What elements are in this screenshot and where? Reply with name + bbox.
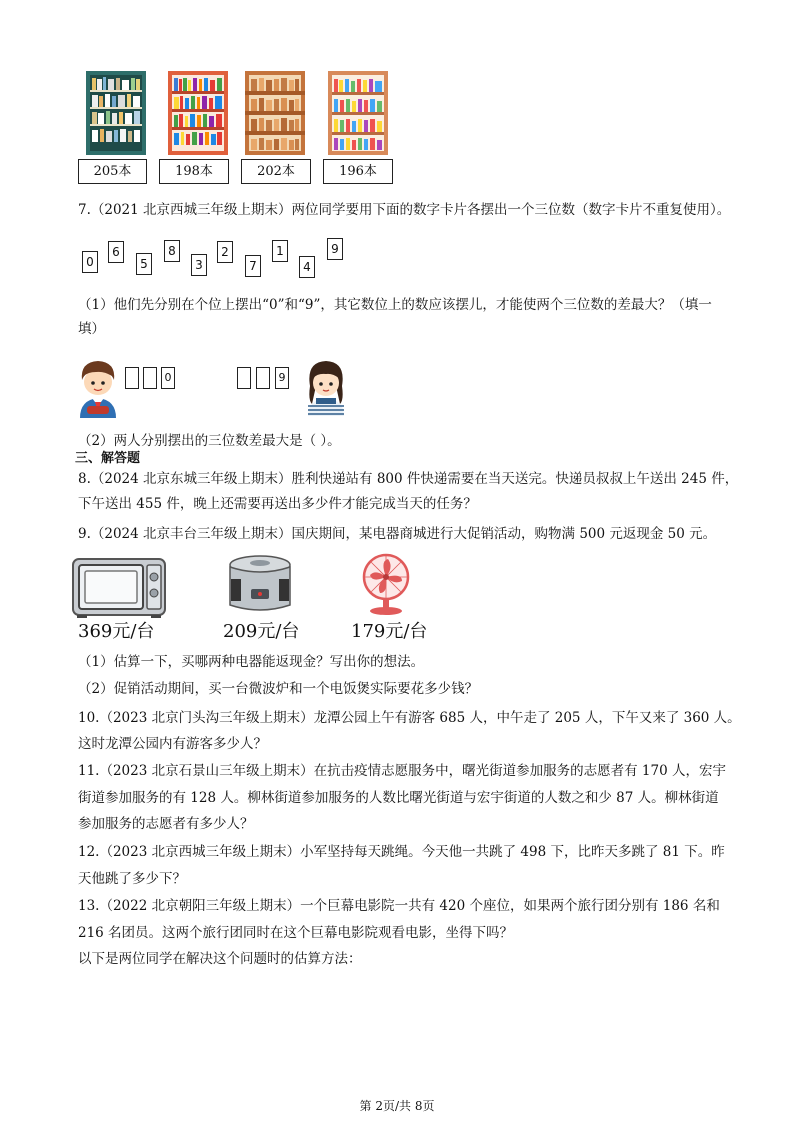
microwave-image <box>71 555 167 619</box>
digit-card-4: 4 <box>299 256 315 278</box>
q12-line2: 天他跳了多少下？ <box>78 871 186 887</box>
boy-ones-slot: 0 <box>161 367 175 389</box>
rice-cooker-price: 209元/台 <box>223 621 300 642</box>
q7-sub2: （2）两人分别摆出的三位数差最大是（ ）。 <box>78 433 341 449</box>
girl-tens-slot[interactable] <box>256 367 270 389</box>
q8-line2: 下午送出 455 件，晚上还需要再送出多少件才能完成当天的任务？ <box>78 496 477 512</box>
digit-card-9: 9 <box>327 238 343 260</box>
q12-line1: 12.（2023 北京西城三年级上期末）小军坚持每天跳绳。今天他一共跳了 498 下，比昨天多跳了 81 下。昨 <box>78 844 725 860</box>
digit-card-7: 7 <box>245 255 261 277</box>
q11-line1: 11.（2023 北京石景山三年级上期末）在抗击疫情志愿服务中，曙光街道参加服务的志愿者有 170 人，宏宇 <box>78 763 726 779</box>
digit-card-8: 8 <box>164 240 180 262</box>
electric-fan-image <box>360 553 412 617</box>
boy-image <box>74 356 122 420</box>
digit-card-5: 5 <box>136 253 152 275</box>
q13-line1: 13.（2022 北京朝阳三年级上期末）一个巨幕电影院一共有 420 个座位，如果两个旅行团分别有 186 名和 <box>78 898 720 914</box>
q11-line2: 街道参加服务的有 128 人。柳林街道参加服务的人数比曙光街道与宏宇街道的人数之和少 87 人。柳林街道 <box>78 790 719 806</box>
q10-line2: 这时龙潭公园内有游客多少人？ <box>78 736 267 752</box>
microwave-price: 369元/台 <box>78 621 155 642</box>
q7-sub1-line1: （1）他们先分别在个位上摆出“0”和“9”，其它数位上的数应该摆儿，才能使两个三位数的差最大？（填一 <box>78 297 712 313</box>
bookshelf-3-image <box>244 70 306 156</box>
q13-line2: 216 名团员。这两个旅行团同时在这个巨幕电影院观看电影，坐得下吗？ <box>78 925 514 941</box>
digit-card-6: 6 <box>108 241 124 263</box>
boy-tens-slot[interactable] <box>143 367 157 389</box>
q9-title: 9.（2024 北京丰台三年级上期末）国庆期间，某电器商城进行大促销活动，购物满 500 元返现金 50 元。 <box>78 526 717 542</box>
q8-line1: 8.（2024 北京东城三年级上期末）胜利快递站有 800 件快递需要在当天送完。快递员叔叔上午送出 245 件， <box>78 471 739 487</box>
digit-card-2: 2 <box>217 241 233 263</box>
digit-card-3: 3 <box>191 254 207 276</box>
fan-price: 179元/台 <box>351 621 428 642</box>
girl-image <box>300 356 352 418</box>
book-count-box-3: 202本 <box>241 159 311 184</box>
q7-sub1-line2: 填） <box>78 321 105 337</box>
book-count-box-2: 198本 <box>159 159 229 184</box>
section-heading: 三、解答题 <box>75 451 141 466</box>
digit-card-0: 0 <box>82 251 98 273</box>
book-count-box-4: 196本 <box>323 159 393 184</box>
rice-cooker-image <box>223 553 297 617</box>
q9-sub1: （1）估算一下，买哪两种电器能返现金？写出你的想法。 <box>78 654 425 670</box>
q11-line3: 参加服务的志愿者有多少人？ <box>78 816 254 832</box>
q10-line1: 10.（2023 北京门头沟三年级上期末）龙潭公园上午有游客 685 人，中午走了 205 人，下午又来了 360 人。 <box>78 710 741 726</box>
girl-ones-slot: 9 <box>275 367 289 389</box>
digit-card-1: 1 <box>272 240 288 262</box>
book-count-box-1: 205本 <box>78 159 147 184</box>
q9-sub2: （2）促销活动期间，买一台微波炉和一个电饭煲实际要花多少钱？ <box>78 681 479 697</box>
boy-hundreds-slot[interactable] <box>125 367 139 389</box>
bookshelf-1-image <box>85 70 147 156</box>
page-footer: 第 2页/共 8页 <box>359 1099 435 1113</box>
bookshelf-4-image <box>327 70 389 156</box>
q7-title: 7.（2021 北京西城三年级上期末）两位同学要用下面的数字卡片各摆出一个三位数（数字卡片不重复使用）。 <box>78 202 731 218</box>
q13-line3: 以下是两位同学在解决这个问题时的估算方法： <box>78 951 362 967</box>
girl-hundreds-slot[interactable] <box>237 367 251 389</box>
bookshelf-2-image <box>167 70 229 156</box>
